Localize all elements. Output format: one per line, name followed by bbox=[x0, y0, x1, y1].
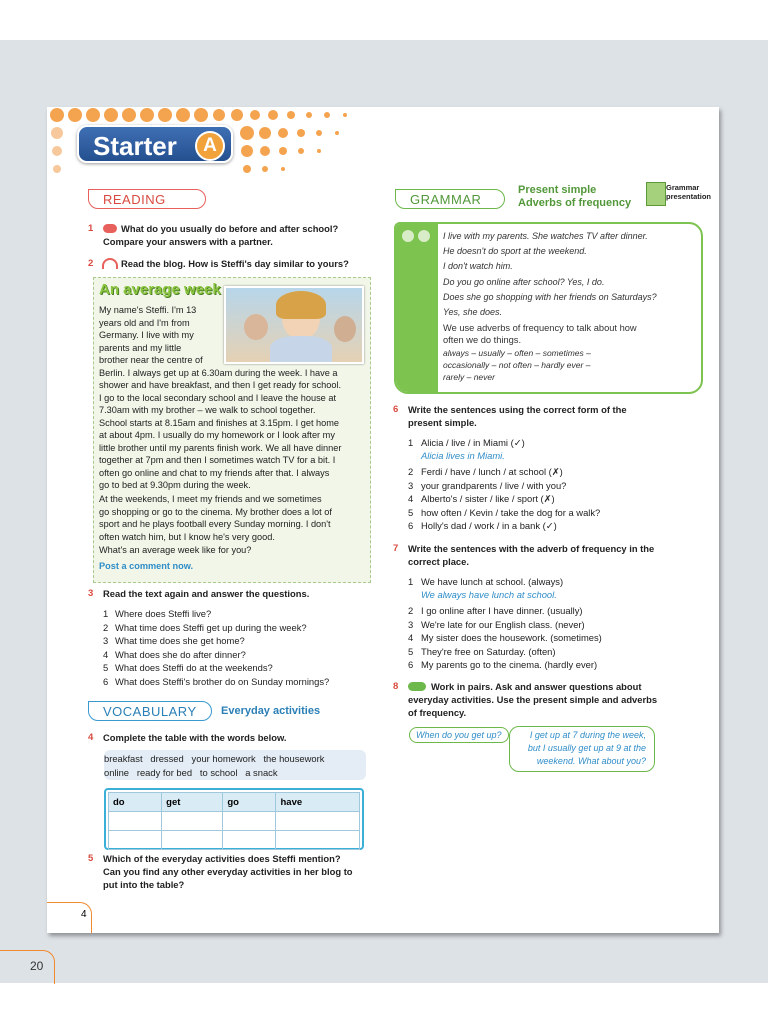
item-number: 3 bbox=[408, 618, 414, 630]
blog-line: together at 7pm and then I sometimes watch TV for a bit. I bbox=[99, 455, 336, 465]
exercise-2-number: 2 bbox=[88, 258, 94, 269]
exercise-8-line3: of frequency. bbox=[408, 707, 467, 718]
blog-line: little brother until my parents finish work. We all have dinner bbox=[99, 442, 342, 453]
question-text: Where does Steffi live? bbox=[115, 608, 212, 619]
blog-line: brother near the centre of bbox=[99, 355, 203, 365]
exercise-4-text: Complete the table with the words below. bbox=[103, 732, 287, 743]
blog-line: What's an average week like for you? bbox=[99, 545, 252, 555]
bubble-answer-line3: weekend. What about you? bbox=[536, 756, 646, 766]
item-number: 6 bbox=[408, 520, 414, 531]
blog-line: Germany. I live with my bbox=[99, 330, 194, 340]
exercise-5-line2: Can you find any other everyday activities in her blog to bbox=[103, 866, 353, 877]
item-text: Holly's dad / work / in a bank (✓) bbox=[421, 520, 557, 531]
outer-page-number-text: 20 bbox=[30, 959, 44, 973]
blog-photo bbox=[224, 286, 364, 364]
speech-bubble-question: When do you get up? bbox=[409, 727, 509, 743]
table-header-do: do bbox=[109, 793, 162, 812]
grammar-example: I don't watch him. bbox=[443, 261, 513, 271]
table-cell[interactable] bbox=[276, 812, 360, 831]
grammar-label: GRAMMAR bbox=[395, 189, 505, 209]
grammar-example: Yes, she does. bbox=[443, 307, 503, 317]
table-header-go: go bbox=[223, 793, 276, 812]
grammar-rule-line2: often we do things. bbox=[443, 335, 522, 345]
question-text: What does Steffi do at the weekends? bbox=[115, 662, 273, 673]
textbook-page bbox=[47, 107, 719, 933]
dot-icon bbox=[418, 230, 430, 242]
exercise-7-number: 7 bbox=[393, 543, 399, 554]
item-number: 4 bbox=[408, 493, 414, 504]
table-cell[interactable] bbox=[109, 831, 162, 850]
item-number: 1 bbox=[408, 576, 414, 587]
item-text: how often / Kevin / take the dog for a walk? bbox=[421, 506, 601, 518]
exercise-5-line3: put into the table? bbox=[103, 879, 185, 890]
blog-post bbox=[93, 277, 371, 583]
reading-label: READING bbox=[88, 189, 206, 209]
grammar-title-2: Adverbs of frequency bbox=[518, 197, 632, 209]
grammar-example: Does she go shopping with her friends on Saturdays? bbox=[443, 292, 657, 302]
item-number: 3 bbox=[408, 479, 414, 491]
vocabulary-label: VOCABULARY bbox=[88, 701, 212, 721]
grammar-rule-line1: We use adverbs of frequency to talk about how bbox=[443, 323, 637, 333]
table-header-get: get bbox=[162, 793, 223, 812]
blog-line: often go online and chat to my friends after that. I always bbox=[99, 467, 330, 478]
blog-line: shower and have breakfast, and then I get ready for school. bbox=[99, 380, 342, 390]
blog-line: parents and my little bbox=[99, 342, 182, 353]
activities-table bbox=[104, 788, 364, 850]
grammar-presentation-line2: presentation bbox=[666, 192, 712, 201]
exercise-1-line1: What do you usually do before and after school? bbox=[121, 223, 339, 234]
question-number: 1 bbox=[103, 608, 109, 619]
item-text: My sister does the housework. (sometimes) bbox=[421, 632, 602, 643]
item-number: 6 bbox=[408, 659, 414, 670]
bubble-answer-line2: but I usually get up at 9 at the bbox=[527, 743, 646, 753]
blog-line: School starts at 8.15am and finishes at 3.15pm. I get home bbox=[99, 417, 340, 428]
question-number: 3 bbox=[103, 635, 109, 646]
question-number: 6 bbox=[103, 675, 109, 687]
blog-line: years old and I'm from bbox=[99, 317, 190, 328]
table-cell[interactable] bbox=[223, 831, 276, 850]
exercise-6-number: 6 bbox=[393, 404, 399, 415]
item-text: My parents go to the cinema. (hardly ever) bbox=[421, 659, 598, 670]
unit-letter: A bbox=[195, 131, 225, 161]
speech-icon bbox=[103, 224, 117, 233]
exercise-1-number: 1 bbox=[88, 223, 94, 234]
exercise-7-line2: correct place. bbox=[408, 556, 469, 567]
grammar-example: He doesn't do sport at the weekend. bbox=[443, 246, 587, 256]
exercise-5-number: 5 bbox=[88, 853, 94, 864]
blog-line: 7.30am with my brother – we walk to school together. bbox=[99, 405, 316, 415]
question-number: 2 bbox=[103, 621, 109, 633]
starter-badge bbox=[77, 125, 233, 163]
table-cell[interactable] bbox=[109, 812, 162, 831]
vocabulary-title: Everyday activities bbox=[221, 705, 321, 717]
exercise-4-number: 4 bbox=[88, 732, 94, 743]
dot-icon bbox=[402, 230, 414, 242]
exercise-8-number: 8 bbox=[393, 681, 399, 692]
question-number: 5 bbox=[103, 662, 109, 673]
exercise-8-line1: Work in pairs. Ask and answer questions about bbox=[431, 681, 642, 692]
word-list-line1: breakfast dressed your homework the housework bbox=[104, 753, 325, 764]
speech-bubble-answer bbox=[509, 726, 655, 772]
blog-line: Berlin. I always get up at 6.30am during the week. I have a bbox=[99, 367, 338, 378]
exercise-6-line1: Write the sentences using the correct form of the bbox=[408, 404, 627, 415]
inner-page-number bbox=[47, 902, 92, 933]
item-text: your grandparents / live / with you? bbox=[421, 479, 567, 491]
speech-icon bbox=[408, 682, 426, 691]
unit-title: Starter bbox=[93, 131, 177, 161]
item-number: 5 bbox=[408, 506, 414, 518]
question-text: What time does Steffi get up during the week? bbox=[115, 621, 307, 633]
blog-line: My name's Steffi. I'm 13 bbox=[99, 305, 197, 315]
blog-line: At the weekends, I meet my friends and we sometimes bbox=[99, 494, 322, 504]
grammar-box bbox=[394, 222, 703, 394]
post-comment-link[interactable]: Post a comment now. bbox=[99, 561, 194, 571]
exercise-8-line2: everyday activities. Use the present simple and adverbs bbox=[408, 694, 658, 705]
question-text: What does she do after dinner? bbox=[115, 648, 246, 660]
word-list-line2: online ready for bed to school a snack bbox=[104, 767, 278, 778]
table-cell[interactable] bbox=[162, 812, 223, 831]
item-text: Ferdi / have / lunch / at school (✗) bbox=[421, 466, 563, 477]
item-text: Alicia / live / in Miami (✓) bbox=[421, 437, 525, 448]
word-box bbox=[104, 750, 366, 780]
grammar-example: Do you go online after school? Yes, I do. bbox=[443, 277, 605, 287]
blog-line: sport and he plays football every Sunday morning. I don't bbox=[99, 519, 331, 529]
adverbs-line2: occasionally – not often – hardly ever – bbox=[443, 360, 591, 370]
blog-line: go shopping or go to the cinema. My brother does a lot of bbox=[99, 506, 332, 517]
exercise-6-line2: present simple. bbox=[408, 417, 477, 428]
question-text: What time does she get home? bbox=[115, 635, 245, 646]
table-cell[interactable] bbox=[276, 831, 360, 850]
adverbs-line3: rarely – never bbox=[443, 372, 495, 382]
outer-page-number bbox=[0, 950, 55, 984]
item-number: 2 bbox=[408, 605, 414, 616]
exercise-1-line2: Compare your answers with a partner. bbox=[103, 236, 273, 247]
headphones-icon bbox=[102, 258, 118, 269]
example-answer: Alicia lives in Miami. bbox=[421, 450, 505, 461]
exercise-3-number: 3 bbox=[88, 588, 94, 599]
table-header-have: have bbox=[276, 793, 360, 812]
exercise-2-text: Read the blog. How is Steffi's day similar to yours? bbox=[121, 258, 349, 269]
grammar-example: I live with my parents. She watches TV after dinner. bbox=[443, 231, 648, 241]
blog-line: go to bed at 9.30pm during the week. bbox=[99, 480, 251, 490]
question-number: 4 bbox=[103, 648, 109, 660]
item-number: 4 bbox=[408, 632, 414, 643]
grammar-presentation-line1: Grammar bbox=[666, 183, 700, 192]
blog-title: An average week bbox=[99, 281, 221, 298]
question-text: What does Steffi's brother do on Sunday mornings? bbox=[115, 675, 330, 687]
bubble-answer-line1: I get up at 7 during the week, bbox=[529, 730, 646, 740]
grammar-title-1: Present simple bbox=[518, 184, 597, 196]
exercise-5-line1: Which of the everyday activities does Steffi mention? bbox=[103, 853, 341, 864]
adverbs-line1: always – usually – often – sometimes – bbox=[443, 348, 591, 358]
table-cell[interactable] bbox=[162, 831, 223, 850]
blog-line: at about 4pm. I usually do my homework or I look after my bbox=[99, 430, 335, 440]
blog-line: often watch him, but I know he's very good. bbox=[99, 531, 275, 542]
grammar-presentation-label[interactable] bbox=[666, 183, 711, 201]
item-text: I go online after I have dinner. (usually) bbox=[421, 605, 583, 616]
item-text: We have lunch at school. (always) bbox=[421, 576, 564, 587]
grammar-box-side bbox=[396, 224, 438, 392]
example-answer: We always have lunch at school. bbox=[421, 589, 557, 600]
item-number: 1 bbox=[408, 437, 414, 448]
blog-line: I go to the local secondary school and I leave the house at bbox=[99, 392, 336, 403]
exercise-7-line1: Write the sentences with the adverb of frequency in the bbox=[408, 543, 655, 554]
item-number: 5 bbox=[408, 645, 414, 657]
grammar-presentation-icon[interactable] bbox=[646, 182, 666, 206]
page-number: 4 bbox=[81, 909, 87, 920]
item-number: 2 bbox=[408, 466, 414, 477]
table-cell[interactable] bbox=[223, 812, 276, 831]
exercise-3-text: Read the text again and answer the questions. bbox=[103, 588, 310, 599]
item-text: Alberto's / sister / like / sport (✗) bbox=[421, 493, 555, 504]
item-text: We're late for our English class. (never) bbox=[421, 618, 585, 630]
item-text: They're free on Saturday. (often) bbox=[421, 645, 556, 657]
